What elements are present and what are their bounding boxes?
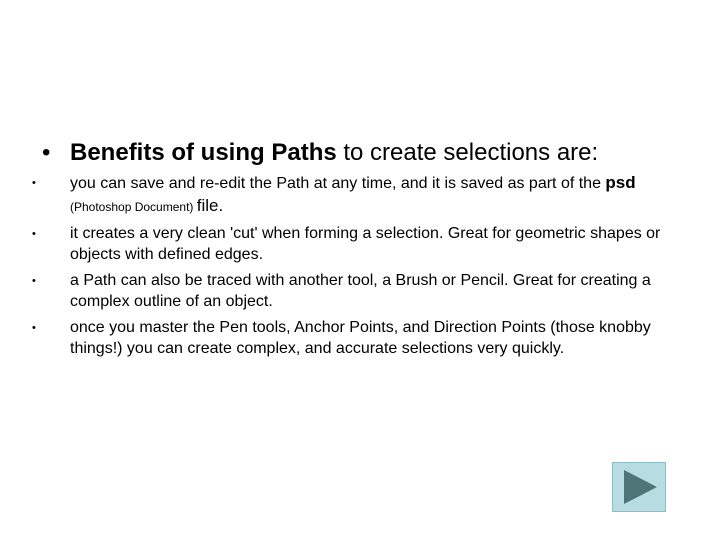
slide-heading: [42, 137, 702, 169]
heading-bullet: •: [42, 139, 51, 166]
item-text: once you master the Pen tools, Anchor Points, and Direction Points (those knobby things!) you can create complex, and accurate selections very quickly.: [70, 319, 651, 357]
heading-rest-text: to create selections are:: [336, 139, 599, 166]
item-text: it creates a very clean 'cut' when forming a selection. Great for geometric shapes or objects with defined edges.: [70, 225, 661, 263]
item-text: a Path can also be traced with another tool, a Brush or Pencil. Great for creating a complex outline of an object.: [70, 272, 651, 310]
psd-term: psd: [605, 173, 636, 192]
bullet-marker: •: [32, 177, 36, 189]
list-item: [32, 270, 682, 312]
bullet-marker: •: [32, 228, 36, 240]
play-next-icon: [613, 463, 665, 511]
bullet-marker: •: [32, 275, 36, 287]
item-text: you can save and re-edit the Path at any time, and it is saved as part of the: [70, 175, 606, 192]
heading-bold-text: Benefits of using Paths: [70, 139, 337, 166]
psd-note: (Photoshop Document): [70, 200, 197, 214]
benefit-list: [32, 172, 682, 364]
list-item: [32, 223, 682, 265]
list-item: [32, 172, 682, 218]
next-slide-button[interactable]: [612, 462, 666, 512]
file-term: file.: [196, 196, 224, 215]
list-item: [32, 317, 682, 359]
bullet-marker: •: [32, 322, 36, 334]
